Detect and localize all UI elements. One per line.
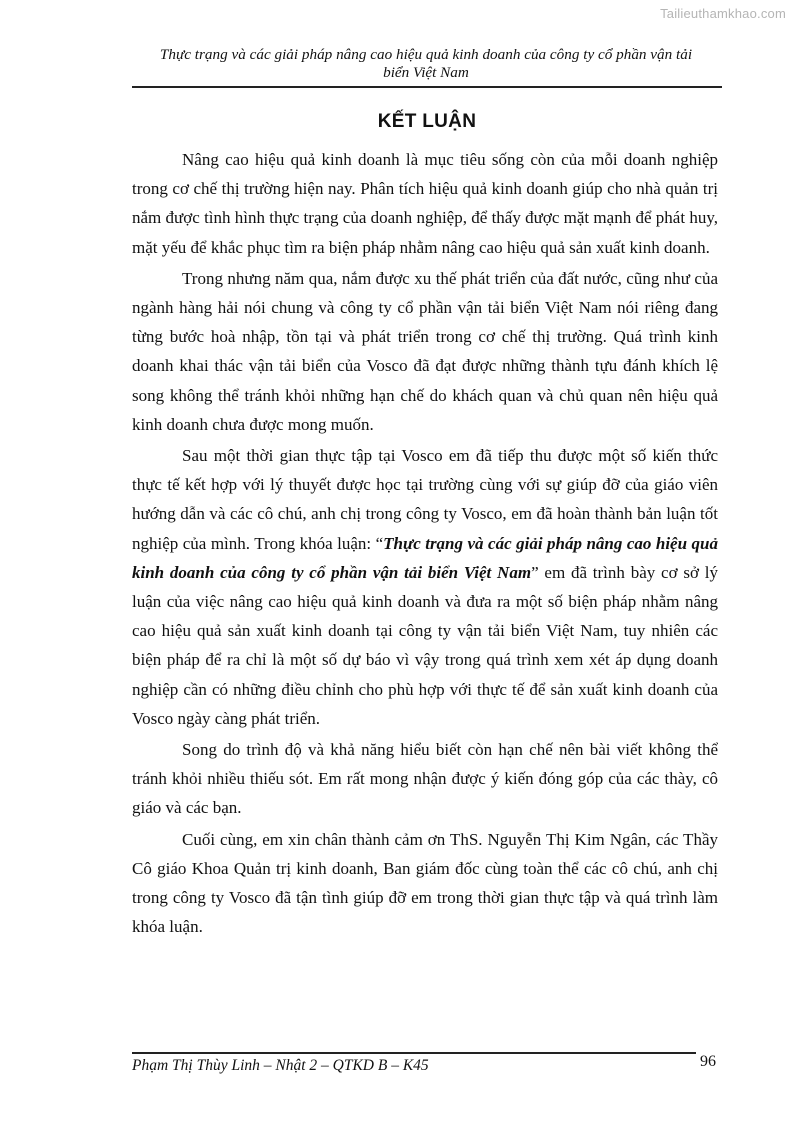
- header-line-2: biển Việt Nam: [383, 64, 469, 81]
- thesis-title-emphasis: Thực trạng và các giải pháp nâng cao hiệu quả kinh doanh của công ty cổ phần vận tải biển Việt Nam: [132, 533, 718, 582]
- watermark: Tailieuthamkhao.com: [660, 6, 786, 21]
- paragraph-3: [132, 441, 718, 733]
- section-title: KẾT LUẬN: [377, 111, 477, 132]
- paragraph-4: Song do trình độ và khả năng hiểu biết còn hạn chế nên bài viết không thể tránh khỏi nhiều thiếu sót. Em rất mong nhận được ý kiến đóng góp của các thày, cô giáo và các bạn.: [132, 740, 718, 818]
- footer-divider: [132, 1052, 696, 1054]
- header-line-1: Thực trạng và các giải pháp nâng cao hiệu quả kinh doanh của công ty cổ phần vận tải: [159, 46, 693, 63]
- paragraph-1: Nâng cao hiệu quả kinh doanh là mục tiêu sống còn của mỗi doanh nghiệp trong cơ chế thị trường hiện nay. Phân tích hiệu quả kinh doanh giúp cho nhà quản trị nắm được tình hình thực trạng của doanh nghiệp, để thấy được mặt mạnh để phát huy, mặt yếu để khắc phục tìm ra biện pháp nhằm nâng cao hiệu quả sản xuất kinh doanh.: [132, 150, 718, 257]
- paragraph-3-rest: ” em đã trình bày cơ sở lý luận của việc nâng cao hiệu quả kinh doanh và đưa ra một số biện pháp nhằm nâng cao hiệu quả sản xuất kinh doanh tại công ty vận tải biển Việt Nam, tuy nhiên các biện pháp để ra chỉ là một số dự báo vì vậy trong quá trình xem xét áp dụng doanh nghiệp cần có những điều chỉnh cho phù hợp với thực tế để sản xuất kinh doanh của Vosco ngày càng phát triển.: [132, 562, 718, 728]
- footer-author: Phạm Thị Thùy Linh – Nhật 2 – QTKD B – K45: [132, 1057, 429, 1074]
- running-header: [132, 46, 720, 82]
- paragraph-5: Cuối cùng, em xin chân thành cảm ơn ThS. Nguyễn Thị Kim Ngân, các Thầy Cô giáo Khoa Quản trị kinh doanh, Ban giám đốc cùng toàn thể các cô chú, anh chị trong công ty Vosco đã tận tình giúp đỡ em trong thời gian thực tập và quá trình làm khóa luận.: [132, 829, 718, 937]
- header-divider: [132, 86, 722, 88]
- paragraph-3-intro: Sau một thời gian thực tập tại Vosco em đã tiếp thu được một số kiến thức thực tế kết hợp với lý thuyết được học tại trường cùng với sự giúp đỡ của giáo viên hướng dẫn và các cô chú, anh chị trong công ty Vosco, em đã hoàn thành bản luận tốt nghiệp của mình. Trong khóa luận: “: [132, 446, 718, 553]
- paragraph-2: Trong nhưng năm qua, nắm được xu thế phát triển của đất nước, cũng như của ngành hàng hải nói chung và công ty cổ phần vận tải biển Việt Nam nói riêng đang từng bước hoà nhập, tồn tại và phát triển trong cơ chế thị trường. Quá trình kinh doanh khai thác vận tải biển của Vosco đã đạt được những thành tựu đánh khích lệ song không thể tránh khỏi những hạn chế do khách quan và chủ quan nên hiệu quả kinh doanh chưa được mong muốn.: [132, 268, 718, 434]
- page-number: 96: [700, 1053, 716, 1070]
- document-body: [132, 145, 718, 943]
